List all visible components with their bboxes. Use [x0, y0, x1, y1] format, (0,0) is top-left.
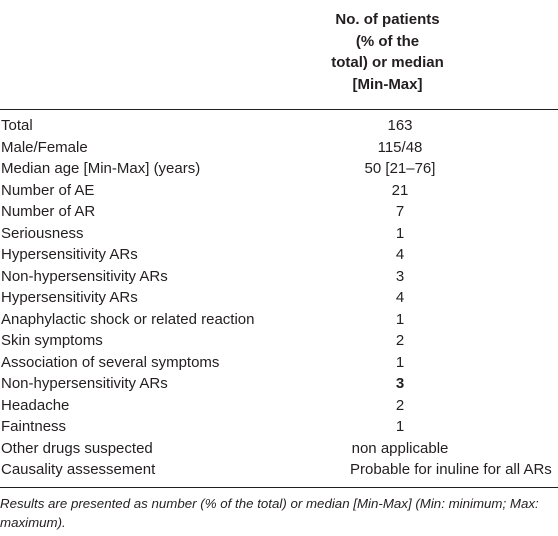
- table-bottom-rule: [0, 487, 558, 488]
- table-body: [0, 115, 558, 481]
- row-label: Number of AR: [1, 203, 96, 220]
- row-value: 3: [395, 267, 405, 285]
- table-row: [0, 115, 558, 137]
- table-row: [0, 438, 558, 460]
- row-label: Hypersensitivity ARs: [1, 246, 138, 263]
- table-row: [0, 137, 558, 159]
- row-value: 50 [21–76]: [364, 160, 436, 177]
- table-row: [0, 180, 558, 202]
- row-value: 2: [395, 332, 405, 349]
- row-value: 1: [395, 418, 405, 435]
- row-value: 1: [395, 224, 405, 242]
- row-label: Headache: [1, 396, 70, 414]
- table-row: [0, 158, 558, 180]
- table-row: [0, 201, 558, 223]
- table-row: [0, 416, 558, 438]
- row-label: Non-hypersensitivity ARs: [1, 267, 168, 285]
- table-header-row: [0, 0, 558, 110]
- row-label: Hypersensitivity ARs: [1, 289, 138, 306]
- row-value: 163: [387, 117, 413, 134]
- row-label: Faintness: [1, 418, 67, 435]
- row-label: Male/Female: [1, 138, 88, 156]
- row-value: 7: [395, 203, 405, 220]
- row-value: Probable for inuline for all ARs: [350, 461, 552, 478]
- row-label: Association of several symptoms: [1, 353, 220, 371]
- table-row: [0, 395, 558, 417]
- row-label: Skin symptoms: [1, 332, 103, 349]
- row-value: 3: [395, 375, 405, 392]
- row-value: 4: [395, 246, 405, 263]
- table-row: [0, 266, 558, 288]
- table-row: [0, 352, 558, 374]
- table-row: [0, 244, 558, 266]
- table-row: [0, 223, 558, 245]
- row-value: 4: [395, 289, 405, 306]
- row-value: 21: [391, 181, 409, 199]
- row-label: Causality assessement: [1, 461, 156, 478]
- table-row: [0, 287, 558, 309]
- table-row: [0, 373, 558, 395]
- table-row: [0, 309, 558, 331]
- row-value: 1: [395, 353, 405, 371]
- row-value: 115/48: [377, 138, 423, 156]
- row-value: 2: [395, 396, 405, 414]
- column-header: No. of patients (% of the total) or median [Min-Max]: [331, 11, 444, 93]
- row-label: Number of AE: [1, 181, 95, 199]
- table-footnote: Results are presented as number (% of the total) or median [Min-Max] (Min: minimum; Max: maximum).: [0, 496, 539, 530]
- table-row: [0, 459, 558, 481]
- row-label: Seriousness: [1, 224, 84, 242]
- row-label: Non-hypersensitivity ARs: [1, 375, 168, 392]
- row-label: Anaphylactic shock or related reaction: [1, 310, 255, 328]
- row-value: 1: [395, 310, 405, 328]
- row-label: Other drugs suspected: [1, 439, 153, 457]
- row-label: Median age [Min-Max] (years): [1, 160, 201, 177]
- row-label: Total: [1, 117, 33, 134]
- table-row: [0, 330, 558, 352]
- row-value: non applicable: [351, 439, 449, 457]
